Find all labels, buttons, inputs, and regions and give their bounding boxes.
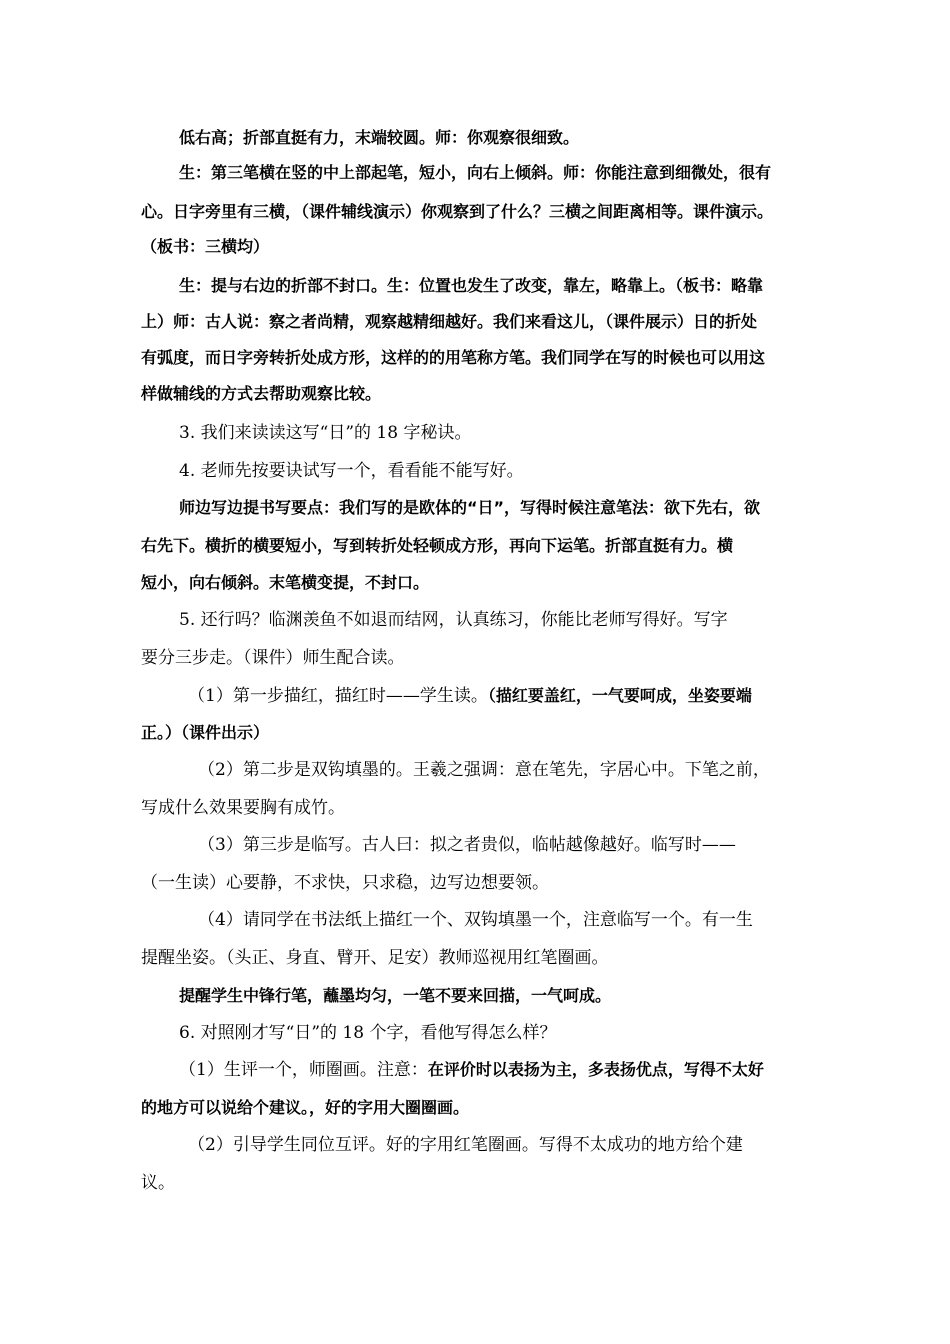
text-line: 写成什么效果要胸有成竹。 (141, 798, 345, 818)
text-line: 要分三步走。（课件）师生配合读。 (141, 648, 405, 668)
text-line: 心。日字旁里有三横，（课件辅线演示）你观察到了什么？三横之间距离相等。课件演示。 (141, 202, 774, 221)
list-item: 3. 我们来读读这写“日”的 18 字秘诀。 (179, 423, 472, 443)
text-line: （2）第二步是双钩填墨的。王羲之强调：意在笔先，字居心中。下笔之前， (198, 760, 770, 780)
list-item: 6. 对照刚才写“日”的 18 个字，看他写得怎么样？ (179, 1023, 557, 1043)
text-line: （板书：三横均） (141, 237, 270, 256)
text-line: 提醒学生中锋行笔，蘸墨均匀，一笔不要来回描，一气呵成。 (179, 986, 612, 1005)
text-span: （1）生评一个，师圈画。注意： (179, 1060, 428, 1080)
text-span: 在评价时以表扬为主，多表扬优点，写得不太好 (427, 1060, 764, 1079)
text-line: 生：第三笔横在竖的中上部起笔，短小，向右上倾斜。师：你能注意到细微处，很有 (179, 163, 772, 182)
list-item: 5. 还行吗？临渊羡鱼不如退而结网，认真练习，你能比老师写得好。写字 (179, 610, 728, 630)
text-line: （一生读）心要静，不求快，只求稳，边写边想要领。 (141, 873, 549, 893)
text-line: 低右高；折部直挺有力，末端较圆。师：你观察很细致。 (179, 128, 580, 147)
text-line: （2）引导学生同位互评。好的字用红笔圈画。写得不太成功的地方给个建 (188, 1135, 743, 1155)
text-line: 右先下。横折的横要短小，写到转折处轻顿成方形，再向下运笔。折部直挺有力。横 (141, 536, 734, 555)
text-line: 的地方可以说给个建议。，好的字用大圈圈画。 (141, 1098, 470, 1117)
text-span: （1）第一步描红，描红时——学生读。 (188, 686, 488, 706)
text-line: 提醒坐姿。（头正、身直、臂开、足安）教师巡视用红笔圈画。 (141, 948, 609, 968)
text-line: （4）请同学在书法纸上描红一个、双钩填墨一个，注意临写一个。有一生 (198, 910, 753, 930)
text-line (179, 1058, 764, 1082)
text-line: 议。 (141, 1173, 175, 1193)
text-line: （3）第三步是临写。古人曰：拟之者贵似，临帖越像越好。临写时—— (198, 835, 736, 855)
text-line: 生：提与右边的折部不封口。生：位置也发生了改变，靠左，略靠上。（板书：略靠 (179, 276, 764, 295)
text-line: 上）师：古人说：察之者尚精，观察越精细越好。我们来看这儿，（课件展示）日的折处 (141, 312, 758, 331)
text-line (188, 684, 752, 708)
list-item: 4. 老师先按要诀试写一个，看看能不能写好。 (179, 461, 524, 481)
text-line: 样做辅线的方式去帮助观察比较。 (141, 384, 382, 403)
text-line: 短小，向右倾斜。末笔横变提，不封口。 (141, 573, 430, 592)
text-span: （描红要盖红，一气要呵成，坐姿要端 (487, 686, 752, 705)
text-line: 正。）（课件出示） (141, 723, 270, 742)
text-line: 有弧度，而日字旁转折处成方形，这样的的用笔称方笔。我们同学在写的时候也可以用这 (141, 348, 766, 367)
text-line: 师边写边提书写要点：我们写的是欧体的“日”，写得时候注意笔法：欲下先右，欲 (179, 498, 761, 517)
